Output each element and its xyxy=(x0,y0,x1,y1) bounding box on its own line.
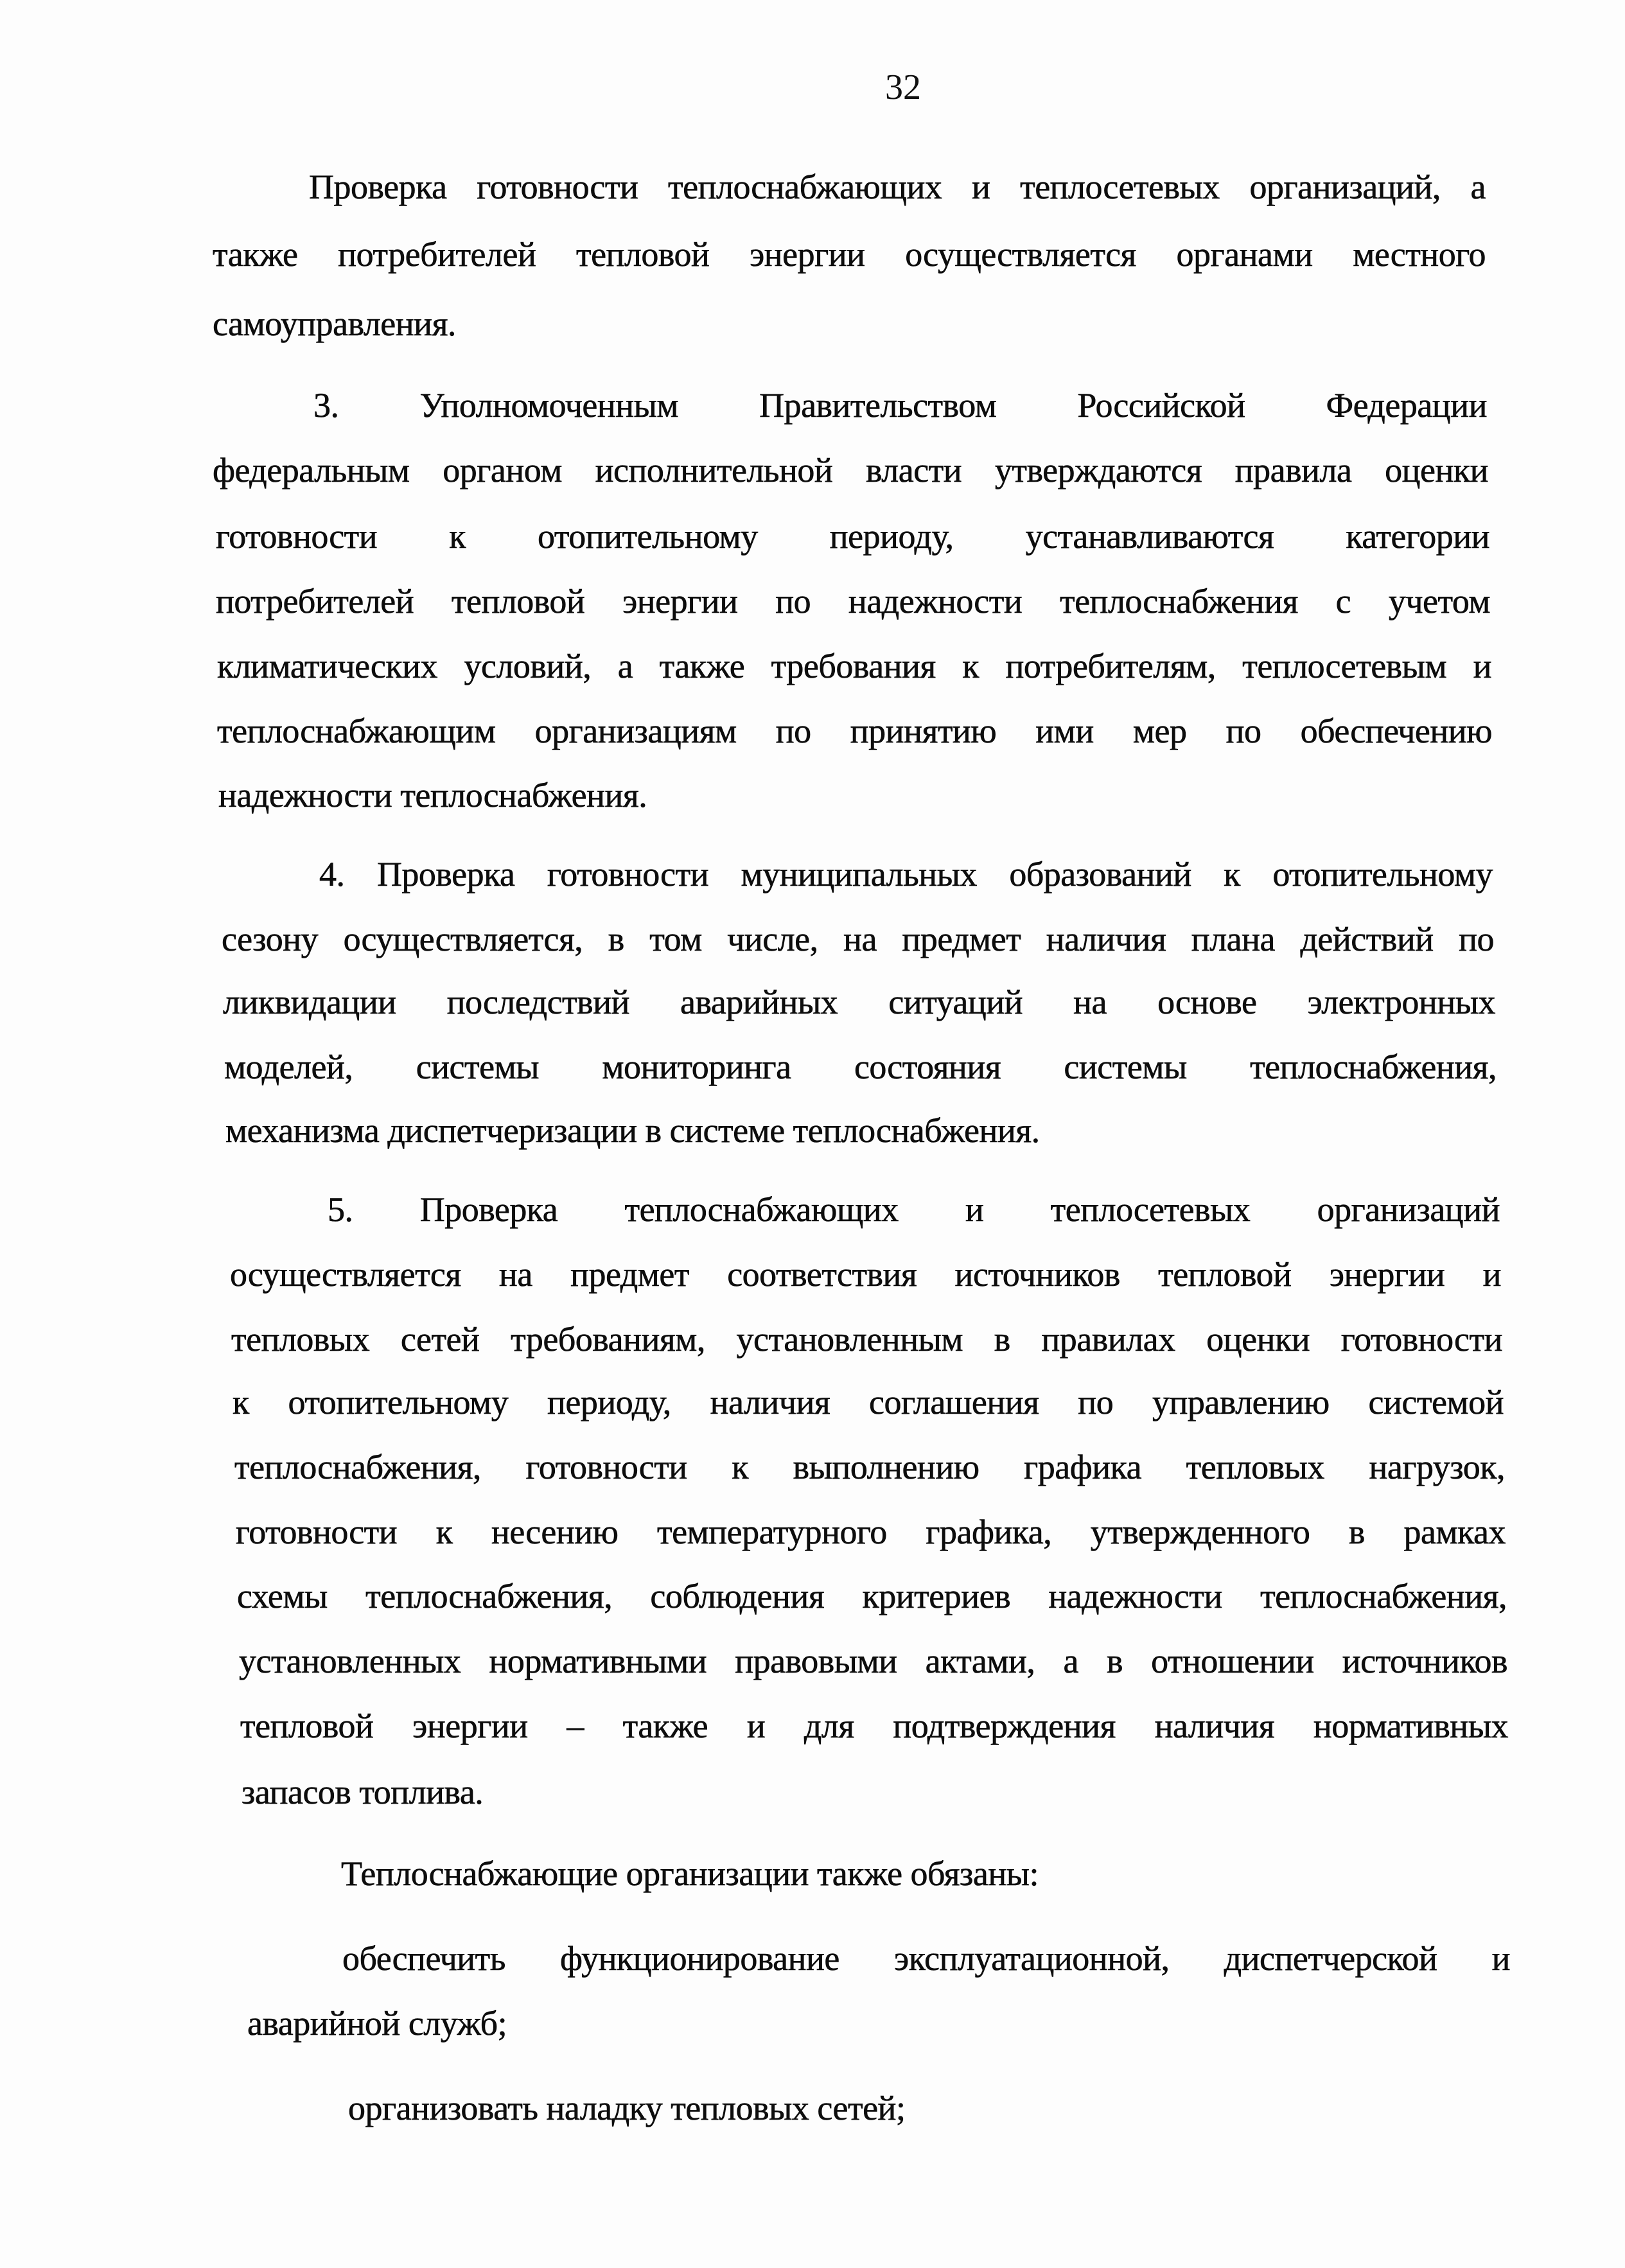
text-line: тепловой энергии – также и для подтверждения наличия нормативных xyxy=(240,1707,1508,1745)
text-line: Проверка готовности теплоснабжающих и теплосетевых организаций, а xyxy=(309,168,1486,206)
text-line: запасов топлива. xyxy=(242,1773,484,1811)
text-line: схемы теплоснабжения, соблюдения критериев надежности теплоснабжения, xyxy=(237,1577,1507,1615)
text-line: федеральным органом исполнительной власти утверждаются правила оценки xyxy=(213,451,1488,489)
text-line: моделей, системы мониторинга состояния системы теплоснабжения, xyxy=(224,1048,1497,1086)
text-line: 5. Проверка теплоснабжающих и теплосетевых организаций xyxy=(328,1190,1500,1229)
text-line: готовности к несению температурного графика, утвержденного в рамках xyxy=(236,1513,1506,1551)
text-line: организовать наладку тепловых сетей; xyxy=(348,2089,906,2127)
text-line: осуществляется на предмет соответствия источников тепловой энергии и xyxy=(230,1255,1501,1294)
page-number: 32 xyxy=(885,67,921,107)
text-line: также потребителей тепловой энергии осуществляется органами местного xyxy=(213,235,1486,274)
text-line: установленных нормативными правовыми актами, а в отношении источников xyxy=(239,1642,1507,1680)
text-line: механизма диспетчеризации в системе теплоснабжения. xyxy=(225,1111,1040,1150)
text-line: готовности к отопительному периоду, устанавливаются категории xyxy=(216,517,1489,556)
text-line: потребителей тепловой энергии по надежности теплоснабжения с учетом xyxy=(216,582,1490,620)
text-line: надежности теплоснабжения. xyxy=(218,776,647,814)
text-line: тепловых сетей требованиям, установленным в правилах оценки готовности xyxy=(231,1320,1502,1358)
text-line: теплоснабжения, готовности к выполнению графика тепловых нагрузок, xyxy=(234,1448,1505,1486)
text-line: 4. Проверка готовности муниципальных образований к отопительному xyxy=(319,855,1493,893)
text-line: самоуправления. xyxy=(213,304,456,343)
text-line: ликвидации последствий аварийных ситуаций на основе электронных xyxy=(223,983,1495,1021)
text-line: к отопительному периоду, наличия соглашения по управлению системой xyxy=(233,1383,1504,1421)
text-line: обеспечить функционирование эксплуатационной, диспетчерской и xyxy=(342,1939,1510,1978)
text-line: Теплоснабжающие организации также обязаны: xyxy=(341,1854,1039,1893)
text-line: 3. Уполномоченным Правительством Российской Федерации xyxy=(313,386,1487,425)
text-line: климатических условий, а также требования к потребителям, теплосетевым и xyxy=(217,647,1491,685)
text-line: сезону осуществляется, в том числе, на предмет наличия плана действий по xyxy=(222,920,1494,958)
text-line: аварийной служб; xyxy=(247,2004,507,2043)
text-line: теплоснабжающим организациям по принятию ими мер по обеспечению xyxy=(217,712,1492,750)
